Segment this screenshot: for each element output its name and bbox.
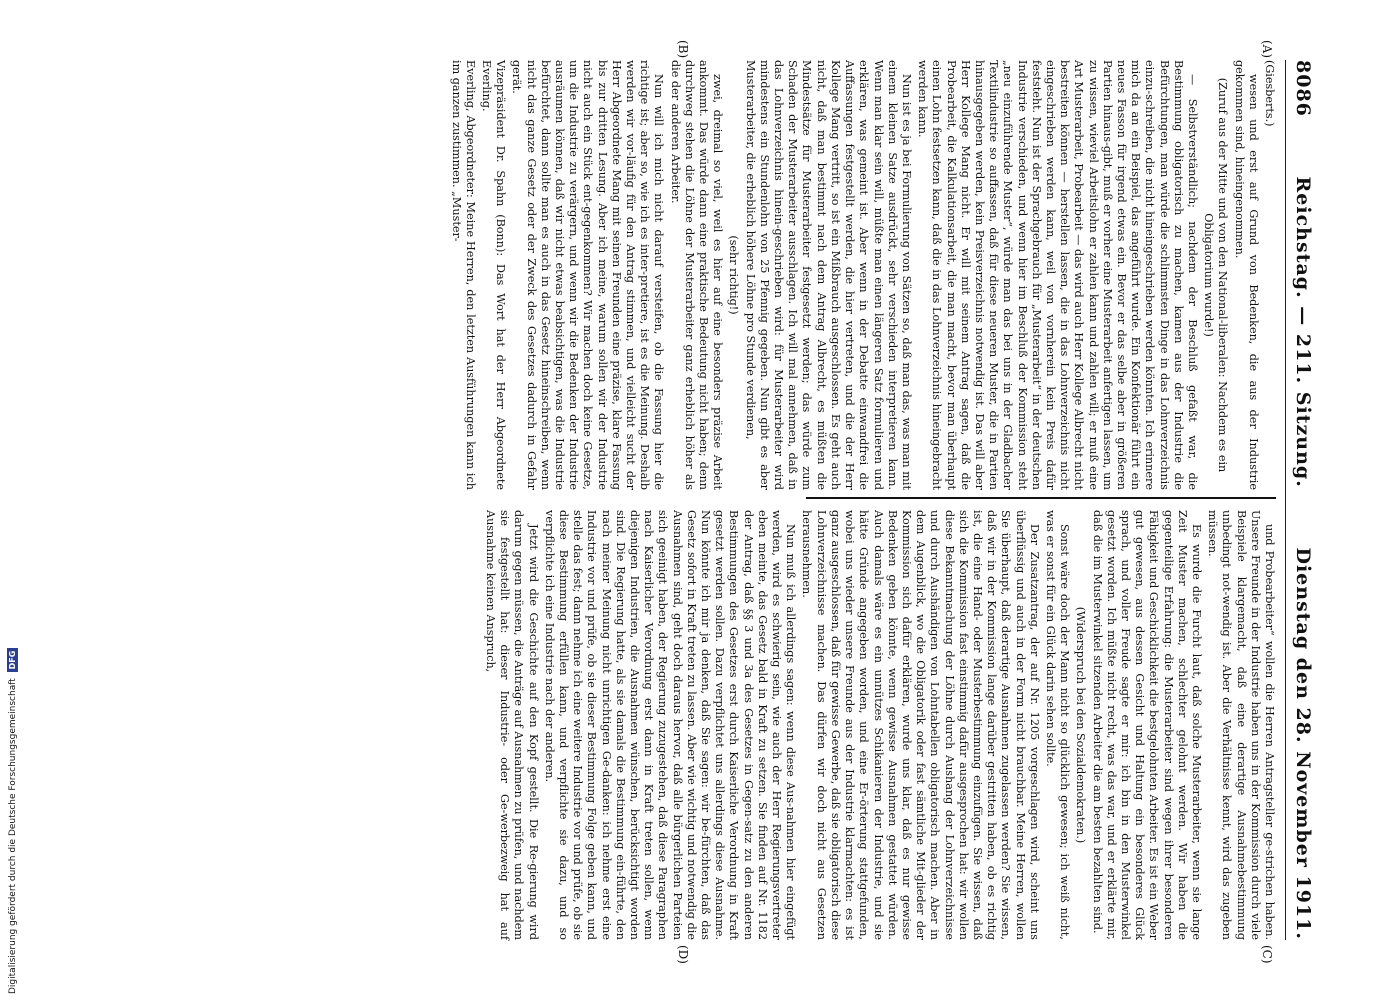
paragraph: — Selbstverständlich; nachdem der Beschluß gefaßt war, die Bestimmung obligatorisch zu machen, kamen aus der Industrie die Befürchtungen, man würde die schlimmsten Dinge in das Lohnverzeichnis einzu-schreiben, die nicht hineingeschrieben werden könnten. Ich erinnere mich da an ein Beispiel, das angeführt wurde. Ein Konfektionär führt ein neues Fasson für irgend etwas ein. Bevor er das selbe aber in größeren Partien hinaus-gibt, muß er vorher eine Musterarbeit anfertigen lassen, um zu wissen, wieviel Arbeitslohn er zahlen kann und zahlen will; er muß eine Art Musterarbeit, Probearbeit — das wird auch Herr Kollege Albrecht nicht bestreiten können — herstellen lassen, die in das Lohnverzeichnis nicht eingeschrieben werden kann, weil von vornherein kein Preis dafür feststeht. Nun ist der Sprachgebrauch für „Musterarbeit“ in der deutschen Industrie verschieden, und wenn hier im Beschluß der Kommission steht „neu einzuführende Muster“, würde man das bei uns in der Gladbacher Textilindustrie so auffassen, daß für diese neueren Muster, die in Partien hinausgegeben werden, kein Preisverzeichnis notwendig ist. Das will aber Herr Kollege Mang nicht. Er will mit seinem Antrag sagen, daß die Probearbeit, die Kalkulationsarbeit, die man macht, bevor man überhaupt einen Lohn festsetzen kann, daß die in das Lohnverzeichnis hineingebracht werden kann.	[916, 60, 1199, 490]
margin-mark-b: (B)	[676, 40, 690, 59]
digitization-note	[7, 4, 18, 994]
paragraph: wesen und erst auf Grund von Bedenken, die aus der Industrie gekommen sind, hineingenommen.	[1232, 60, 1260, 490]
dfg-logo: DFG	[7, 648, 18, 673]
column-divider	[806, 497, 1276, 499]
paragraph: Everling, Abgeordneter: Meine Herren, den letzten Ausführungen kann ich im ganzen zustimmen. „Muster-	[449, 60, 477, 490]
paragraph: Es wurde die Furcht laut, daß solche Musterarbeiter, wenn sie lange Zeit Muster machen, schlechter gelohnt werden. Wir haben die gegenteilige Erfahrung: die Musterarbeiter sind wegen ihrer besonderen Fähigkeit und Geschicklichkeit die bestgelohnten Arbeiter. Es ist ein Weber gut gewesen, aus dessen Gesicht und Haltung ein besonderes Glück sprach, und voller Freude sagte er mir: ich bin in den Musterwinkel gesetzt worden. Ich müßte nicht recht, was das war, und er erklärte mir, daß die im Musterwinkel sitzenden Arbeiter die am besten bezahlten sind.	[1090, 510, 1203, 940]
page-number: 8086	[1292, 60, 1314, 117]
header-title: Reichstag. — 211. Sitzung.	[1292, 176, 1314, 488]
paragraph: (Giesberts.)	[1263, 60, 1276, 127]
margin-mark-a: (A)	[1260, 40, 1274, 59]
paragraph: (Widerspruch bei den Sozialdemokraten.)	[1074, 606, 1088, 844]
paragraph: Der Zusatzantrag, der auf Nr. 1205 vorgeschlagen wird, scheint uns überflüssig und auch in der Form nicht brauchbar. Meine Herren, wollen Sie überhaupt, daß derartige Ausnahmen zugelassen werden? Sie wissen, daß wir in der Kommission lange darüber gestritten haben, ob es richtig ist, die eine Hand- oder Musterbestimmung einzufügen. Sie wissen, daß sich die Kommission fast einstimmig dafür ausgesprochen hat: wir wollen diese Bekanntmachung der Löhne durch Aushang der Lohnverzeichnisse und durch Aushändigen von Lohntabellen obligatorisch machen. Aber in dem Augenblick, wo die Obligatorik oder fast sämtliche Mit-glieder der Kommission sich dafür erklären, wurde uns klar, daß es nur gewisse Bedenken geben könnte, wenn gewisse Ausnahmen gestattet würden. Auch damals wäre es ein unnützes Schikanieren der Industrie, und sie hätte Gründe angegeben worden, und eine Er-örterung stattgefunden, wobei uns wieder unsere Freunde aus der Industrie klarmachten: es ist ganz ausgeschlossen, daß für gewisse Gewerbe, daß sie obligatorisch diese Lohnverzeichnisse machen. Das dürfen wir doch nicht aus Gesetzen herausnehmen.	[800, 510, 1041, 940]
digitization-text: Digitalisierung gefördert durch die Deutsche Forschungsgemeinschaft	[8, 678, 18, 994]
page-header	[1290, 60, 1316, 940]
margin-mark-c: (C)	[1260, 945, 1274, 964]
margin-mark-d: (D)	[676, 945, 690, 964]
right-text-column	[481, 510, 1276, 940]
header-date: Dienstag den 28. November 1911.	[1292, 547, 1314, 940]
paragraph: Sonst wäre doch der Mann nicht so glücklich gewesen; ich weiß nicht, was er sonst für ein Glück darin sehen sollte.	[1043, 510, 1072, 940]
left-text-column	[446, 60, 1276, 490]
paragraph: Jetzt wird die Geschichte auf den Kopf gestellt. Die Re-gierung wird darum gegen müssen, die Anträge auf Ausnahmen zu prüfen, und nachdem sie festgestellt hat: dieser Industrie- oder Ge-werbezweig hat auf Ausnahme keinen Anspruch,	[484, 510, 540, 940]
paragraph: Nun will ich mich nicht darauf versteifen, ob die Fassung hier die richtige ist; aber so, wie ich es inter-pretiere, ist es die Meinung. Deshalb werden wir vor-läufig für den Antrag stimmen, und vielleicht sucht der Herr Abgeordnete Mang mit seinen Freunden eine präzise, klare Fassung bis zur dritten Lesung. Aber ich meine, warum sollen wir der Industrie nicht auch ein Stück ent-gegenkommen? Wir machen doch keine Gesetze, um die Industrie zu verärgern, und wenn wir die Bedenken der Industrie ausräumen können, daß wir nicht etwas beabsichtigen, was die Industrie befürchtet, dann sollte man es auch in das Gesetz hineinschreiben, wenn nicht das ganze Gesetz oder der Zweck des Gesetzes dadurch in Gefahr gerät.	[510, 60, 666, 490]
paragraph: Nun muß ich allerdings sagen: wenn diese Aus-nahmen hier eingefügt werden, wird es schwierig sein, wie auch der Herr Regierungsvertreter eben meinte, das Gesetz bald in Kraft zu setzen. Sie finden auf Nr. 1182 der Antrag, daß §§ 3 und 3a des Gesetzes in Gegen-satz zu den anderen Bestimmungen des Gesetzes erst durch Kaiserliche Verordnung in Kraft gesetzt werden sollen. Dazu verpflichtet uns allerdings diese Ausnahme. Nun könnte ich mir ja denken, daß Sie sagen: wir be-fürchten, daß das Gesetz sofort in Kraft treten zu lassen. Aber wie wichtig und notwendig die Ausnahmen sind, geht doch daraus hervor, daß alle bürgerlichen Parteien sich geeinigt haben, der Regierung zuzugestehen, daß diese Paragraphen nach Kaiserlicher Verordnung erst dann in Kraft treten sollen, wenn diejenigen Industrien, die Ausnahmen wünschen, berücksichtigt worden sind. Die Regierung hatte, als sie damals die Bestimmung ein-führte, den nach meiner Meinung nicht unrichtigen Ge-danken: ich nehme erst eine Industrie vor und prüfe, ob sie dieser Bestimmung Folge geben kann, und stelle das fest; dann nehme ich eine weitere Industrie vor und prüfe, ob sie diese Bestimmung erfüllen kann, und verpflichte sie dazu, und so verpflichte ich eine Industrie nach der anderen.	[542, 510, 798, 940]
paragraph: Nun ist es ja bei Formulierung von Sätzen so, daß man das, was man mit einem kleinen Satze ausdrückt, sehr verschieden interpretieren kann. Wenn man klar sein will, müßte man einen längeren Satz formulieren und erklären, was gemeint ist. Aber wenn in der Debatte einwandfrei die Auffassungen festgestellt werden, die hier vertreten, und die der Herr Kollege Mang vertritt, so ist ein Mißbrauch ausgeschlossen. Es geht auch nicht, daß man bestimmt nach dem Antrag Albrecht, es müßten die Mindestsätze für Musterarbeiter festgesetzt werden; das würde zum Schaden der Musterarbeiter ausschlagen. Ich will mal annehmen, daß in das Lohnverzeichnis hinein-geschrieben wird: für Musterarbeiter wird mindestens ein Stundenlohn von 25 Pfennig gegeben. Nun gibt es aber Musterarbeiter, die erheblich höhere Löhne pro Stunde verdienen,	[743, 60, 913, 490]
paragraph: (Zuruf aus der Mitte und von den National-liberalen: Nachdem es ein Obligatorium wurde!)	[1202, 77, 1230, 473]
paragraph: zwei, dreimal so viel, weil es hier auf eine besonders präzise Arbeit ankommt. Das würde dann eine praktische Bedeutung nicht haben; denn durchweg stehen die Löhne der Musterarbeiter ganz erheblich höher als die der anderen Arbeiter.	[668, 60, 725, 490]
paragraph: (sehr richtig!)	[727, 235, 741, 315]
paragraph: Vizepräsident Dr. Spahn (Bonn): Das Wort hat der Herr Abgeordnete Everling.	[480, 60, 508, 490]
paragraph: und Probearbeiter“ wollen die Herren Antragsteller ge-strichen haben. Unsere Freunde in der Industrie haben uns in der Kommission durch viele Beispiele klargemacht, daß eine derartige Ausnahmebestimmung unbedingt not-wendig ist. Aber die Verhältnisse kennt, wird das zugeben müssen.	[1206, 510, 1276, 940]
header-rule	[1285, 60, 1286, 940]
